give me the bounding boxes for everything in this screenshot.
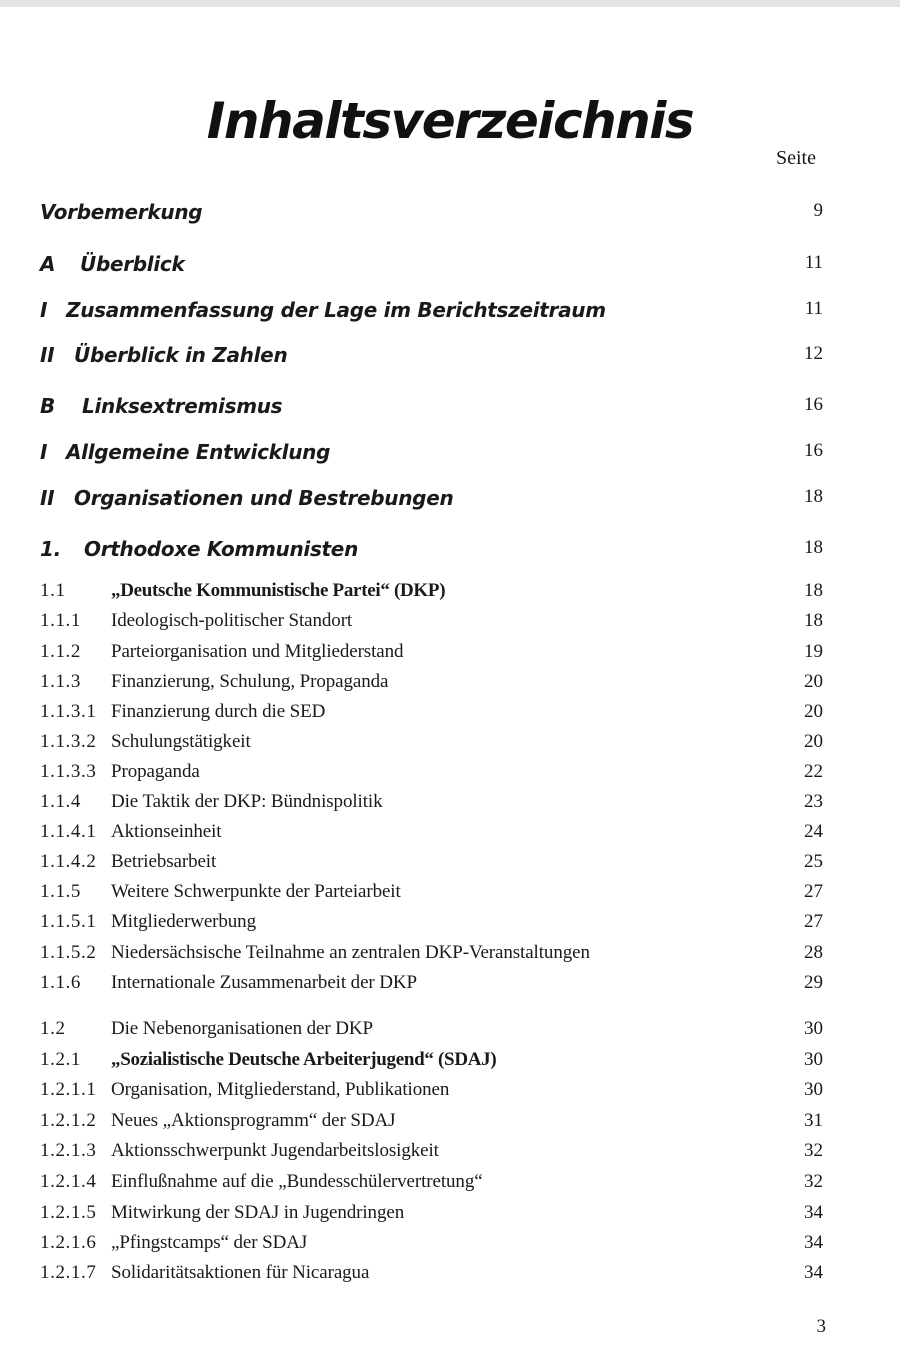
entry-text: Mitgliederwerbung [111,911,256,932]
entry-text: Finanzierung durch die SED [111,701,326,722]
entry-page: 27 [804,881,823,902]
entry-page: 28 [804,942,823,963]
entry-page: 18 [804,580,823,601]
heading-text: Linksextremismus [82,394,283,418]
heading-page: 16 [804,394,823,415]
entry-number: 1.2.1.6 [40,1232,97,1253]
entry-number: 1.1.4.2 [40,851,97,872]
heading-page: 9 [813,200,823,221]
heading-number: II [40,486,55,510]
entry-page: 34 [804,1262,823,1283]
entry-number: 1.2.1.4 [40,1171,97,1192]
toc-entry[interactable] [0,1262,900,1292]
toc-entry[interactable] [0,911,900,941]
entry-text: Organisation, Mitgliederstand, Publikationen [111,1079,450,1100]
entry-text: Internationale Zusammenarbeit der DKP [111,972,417,993]
entry-text: Weitere Schwerpunkte der Parteiarbeit [111,881,401,902]
heading-text: Überblick in Zahlen [74,343,288,367]
heading-number: I [40,298,48,322]
entry-number: 1.1.3.1 [40,701,97,722]
entry-text: Betriebsarbeit [111,851,217,872]
toc-entry[interactable] [0,1140,900,1170]
entry-number: 1.1.5.2 [40,942,97,963]
entry-number: 1.1.3.3 [40,761,97,782]
entry-page: 34 [804,1232,823,1253]
entry-text: Einflußnahme auf die „Bundesschülervertretung“ [111,1171,483,1192]
heading-page: 16 [804,440,823,461]
toc-entry[interactable] [0,610,900,640]
toc-heading[interactable] [0,298,900,328]
page-column-label: Seite [776,147,816,169]
entry-number: 1.2.1.7 [40,1262,97,1283]
entry-page: 25 [804,851,823,872]
page-number: 3 [816,1316,826,1337]
entry-text: Die Taktik der DKP: Bündnispolitik [111,791,383,812]
toc-entry[interactable] [0,1018,900,1048]
entry-page: 18 [804,610,823,631]
heading-text: Organisationen und Bestrebungen [74,486,454,510]
entry-page: 19 [804,641,823,662]
entry-number: 1.1.3.2 [40,731,97,752]
toc-heading[interactable] [0,343,900,373]
heading-text: Orthodoxe Kommunisten [84,537,359,561]
toc-entry[interactable] [0,1079,900,1109]
toc-entry[interactable] [0,1049,900,1079]
entry-number: 1.2 [40,1018,66,1039]
heading-page: 18 [804,537,823,558]
entry-text: Propaganda [111,761,200,782]
toc-entry[interactable] [0,1171,900,1201]
entry-text: „Pfingstcamps“ der SDAJ [111,1232,308,1253]
toc-heading[interactable] [0,440,900,470]
toc-entry[interactable] [0,851,900,881]
entry-number: 1.1.5.1 [40,911,97,932]
entry-number: 1.1.3 [40,671,81,692]
toc-entry[interactable] [0,1202,900,1232]
entry-page: 20 [804,671,823,692]
entry-page: 24 [804,821,823,842]
heading-text: Überblick [80,252,185,276]
entry-number: 1.1.5 [40,881,81,902]
heading-page: 11 [804,252,823,273]
entry-page: 32 [804,1140,823,1161]
toc-entry[interactable] [0,791,900,821]
entry-text: „Deutsche Kommunistische Partei“ (DKP) [111,580,446,601]
entry-text: Parteiorganisation und Mitgliederstand [111,641,404,662]
page-title: Inhaltsverzeichnis [206,92,694,150]
toc-heading[interactable] [0,200,900,230]
entry-number: 1.1.1 [40,610,81,631]
entry-page: 20 [804,731,823,752]
entry-number: 1.2.1.5 [40,1202,97,1223]
entry-page: 22 [804,761,823,782]
entry-page: 29 [804,972,823,993]
heading-text: Allgemeine Entwicklung [66,440,331,464]
entry-number: 1.1 [40,580,66,601]
heading-number: A [40,252,56,276]
entry-text: Aktionsschwerpunkt Jugendarbeitslosigkeit [111,1140,439,1161]
entry-page: 30 [804,1049,823,1070]
heading-text: Zusammenfassung der Lage im Berichtszeitraum [66,298,606,322]
toc-heading[interactable] [0,537,900,567]
entry-text: Solidaritätsaktionen für Nicaragua [111,1262,370,1283]
heading-page: 18 [804,486,823,507]
entry-number: 1.1.6 [40,972,81,993]
entry-page: 34 [804,1202,823,1223]
entry-number: 1.1.2 [40,641,81,662]
heading-number: I [40,440,48,464]
entry-text: Mitwirkung der SDAJ in Jugendringen [111,1202,405,1223]
entry-page: 27 [804,911,823,932]
entry-text: Neues „Aktionsprogramm“ der SDAJ [111,1110,396,1131]
entry-text: Die Nebenorganisationen der DKP [111,1018,373,1039]
entry-page: 31 [804,1110,823,1131]
entry-text: „Sozialistische Deutsche Arbeiterjugend“ (SDAJ) [111,1049,497,1070]
toc-entry[interactable] [0,881,900,911]
toc-entry[interactable] [0,641,900,671]
entry-page: 30 [804,1018,823,1039]
entry-number: 1.2.1 [40,1049,81,1070]
toc-entry[interactable] [0,701,900,731]
entry-page: 23 [804,791,823,812]
toc-entry[interactable] [0,731,900,761]
toc-entry[interactable] [0,942,900,972]
toc-heading[interactable] [0,252,900,282]
entry-text: Ideologisch-politischer Standort [111,610,353,631]
toc-entry[interactable] [0,821,900,851]
entry-text: Niedersächsische Teilnahme an zentralen DKP-Veranstaltungen [111,942,590,963]
heading-number: B [40,394,55,418]
toc-entry[interactable] [0,1232,900,1262]
scan-edge [0,0,900,7]
entry-number: 1.2.1.1 [40,1079,97,1100]
heading-number: 1. [40,537,61,561]
heading-text: Vorbemerkung [40,200,203,224]
entry-number: 1.1.4 [40,791,81,812]
entry-number: 1.1.4.1 [40,821,97,842]
entry-number: 1.2.1.3 [40,1140,97,1161]
heading-number: II [40,343,55,367]
toc-entry[interactable] [0,580,900,610]
heading-page: 11 [804,298,823,319]
toc-heading[interactable] [0,486,900,516]
toc-entry[interactable] [0,671,900,701]
toc-entry[interactable] [0,1110,900,1140]
entry-page: 30 [804,1079,823,1100]
entry-text: Aktionseinheit [111,821,222,842]
entry-page: 20 [804,701,823,722]
entry-text: Finanzierung, Schulung, Propaganda [111,671,389,692]
heading-page: 12 [804,343,823,364]
entry-text: Schulungstätigkeit [111,731,251,752]
toc-heading[interactable] [0,394,900,424]
entry-number: 1.2.1.2 [40,1110,97,1131]
toc-entry[interactable] [0,972,900,1002]
toc-entry[interactable] [0,761,900,791]
entry-page: 32 [804,1171,823,1192]
